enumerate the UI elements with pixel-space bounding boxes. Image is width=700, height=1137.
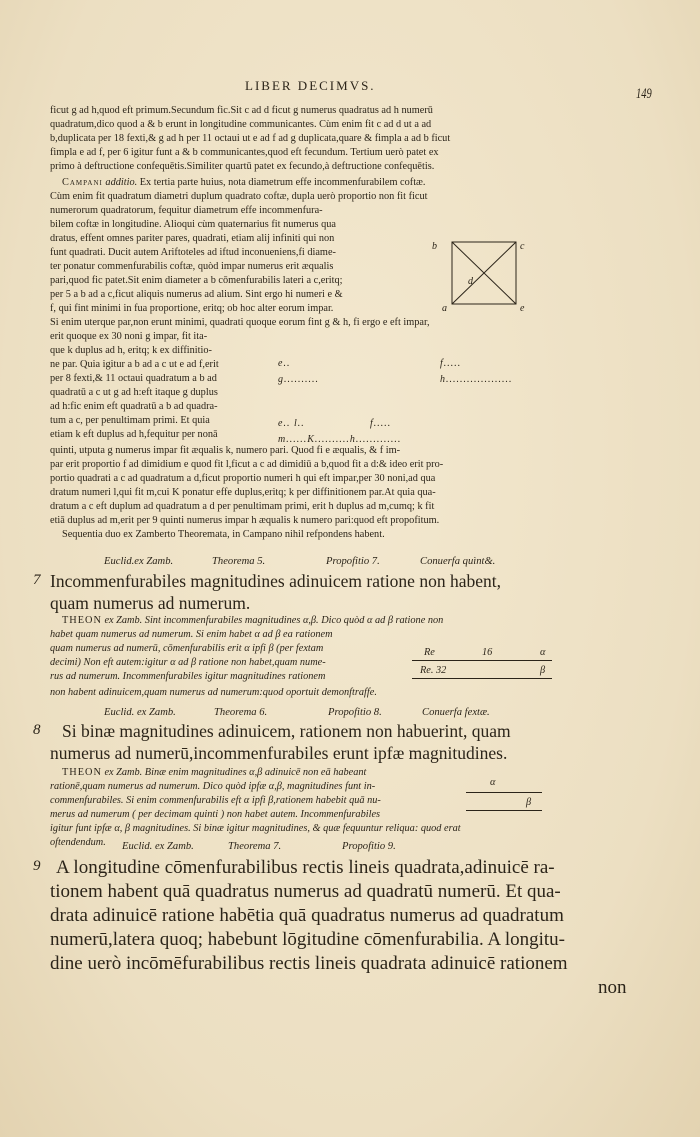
text-line: primo à deftructione confequētis.Similiter quartū patet ex fecundo,à deftructione confequētis. — [50, 161, 435, 172]
side-line — [466, 792, 542, 793]
side-label: Re — [424, 647, 435, 658]
side-greek: β — [526, 797, 532, 808]
proposition-text: numerus ad numerū,incommenfurabiles erunt ipfæ magnitudines. — [50, 743, 508, 763]
text-line: Si enim uterque par,non erunt minimi, quadrati quoque eorum fint g & h, fi ergo e eft impar, — [50, 317, 430, 328]
text-line: etiā duplus ad m,erit per 9 quinti numerus impar h æqualis k numero pari:quod eft propofitum. — [50, 515, 440, 526]
text-line: f, qui fint minimi in fua proportione, eritq; ob hoc alter eorum impar. — [50, 303, 334, 314]
caption-theorem: Theorema 7. — [228, 841, 282, 852]
proposition-text: numerū,latera quoq; habebunt lōgitudine cōmenfurabilia. A longitu- — [50, 929, 565, 950]
dot-row-left: e.. l.. — [278, 418, 305, 429]
side-number: 16 — [482, 647, 493, 658]
proposition-text: quam numerus ad numerum. — [50, 593, 251, 613]
side-greek: β — [540, 665, 546, 676]
proposition-text: A longitudine cōmenfurabilibus rectis lineis quadrata,adinuicē ra- — [56, 857, 555, 878]
text-line: dratum a c eft duplum ad quadratum a d per penultimam primi, erit h duplus ad m,cumq; k fit — [50, 501, 435, 512]
proposition-text: tionem habent quā quadratus numerus ad quadratū numerū. Et qua- — [50, 881, 561, 902]
text-line: ter ponatur commenfurabilis coftæ, quòd impar numerus erit æqualis — [50, 261, 334, 272]
caption-theorem: Theorema 6. — [214, 707, 268, 718]
theon-line: commenfurabiles. Si enim commenfurabilis eft α ipfi β,rationem habebit quā nu- — [50, 795, 381, 806]
theon-name: THEON — [62, 615, 102, 626]
diagram-label: c — [520, 241, 525, 252]
square-diagram — [428, 236, 548, 316]
theon-line: igitur funt ipfæ α, β magnitudines. Si binæ igitur magnitudines, & quæ fequuntur reliqua: quod erat — [50, 823, 461, 834]
caption-source: Euclid.ex Zamb. — [104, 556, 174, 567]
side-label: Re. 32 — [420, 665, 447, 676]
campani-first-line: Ex tertia parte huius, nota diametrum effe incommenfurabilem coftæ. — [139, 177, 426, 188]
theon-line: merus ad numerum ( per decimam quinti ) non habet autem. Incommenfurabiles — [50, 809, 381, 820]
dot-row-right: f..... — [370, 418, 392, 429]
theon-line: non habent adinuicem,quam numerus ad numerum:quod oportuit demonftraffe. — [50, 687, 377, 698]
dot-row-right: f..... — [440, 358, 462, 369]
caption-prop: Propofitio 7. — [326, 556, 380, 567]
theon-line: quam numerus ad numerū, cōmenfurabilis erit α ipfi β (per fextam — [50, 643, 324, 654]
theon-name: THEON — [62, 767, 102, 778]
side-line — [412, 660, 552, 661]
campani-label: additio. — [105, 177, 138, 188]
proposition-text: drata adinuicē ratione habētia quā quadratus numerus ad quadratum — [50, 905, 564, 926]
text-line: quadratum,dico quod a & b erunt in longitudine communicantes. Cùm enim fit c ad d ut a ad — [50, 119, 432, 130]
theon-line — [62, 766, 366, 780]
margin-number: 7 — [33, 572, 41, 588]
text-line: dratus, effent omnes pariter pares, quadrati, etiam alij infiniti qui non — [50, 233, 335, 244]
side-greek: α — [540, 647, 546, 658]
theon-text: ex Zamb. Sint incommenfurabiles magnitudines α,β. Dico quòd α ad β ratione non — [104, 615, 444, 626]
dot-row-left: e.. — [278, 358, 291, 369]
text-line: Cùm enim fit quadratum diametri duplum quadrato coftæ, dupla uerò proportio non fit ficut — [50, 191, 428, 202]
text-line: ad h:fic enim eft quadratū a b ad quadra- — [50, 401, 218, 412]
running-title: LIBER DECIMVS. — [245, 78, 376, 93]
text-line: quadratū a c ut g ad h:eft itaque g duplus — [50, 387, 218, 398]
theon-line: rus ad numerum. Incommenfurabiles igitur magnitudines rationem — [50, 671, 326, 682]
text-line: numerorum quadratorum, fequitur diametrum effe incommenfura- — [50, 205, 323, 216]
theon-text: ex Zamb. Binæ enim magnitudines α,β adinuicē non eā habeant — [104, 767, 367, 778]
text-line: portio quadrati a c ad quadratum a d,ficut proportio numeri h qui eft impar,per 30 noni,ad qua — [50, 473, 436, 484]
text-line: quinti, utputa g numerus impar fit æqualis k, numero pari. Quod fi e æqualis, & f im- — [50, 445, 401, 456]
side-line — [466, 810, 542, 811]
text-line: fimpla e ad f, per 6 igitur funt a & b communicantes,quod eft fecundum. Tertium uerò patet ex — [50, 147, 439, 158]
margin-number: 8 — [33, 722, 41, 738]
text-line: ne par. Quia igitur a b ad a c ut e ad f,erit — [50, 359, 219, 370]
text-line: per 8 fexti,& 11 octaui quadratum a b ad — [50, 373, 217, 384]
theon-line: oftendendum. — [50, 837, 106, 848]
theon-line — [62, 614, 443, 628]
dot-row-right: h................... — [440, 374, 513, 385]
text-line: funt quadrati. Ducit autem Ariftoteles ad iftud inconueniens,fi diame- — [50, 247, 336, 258]
caption-conv: Conuerfa fextæ. — [422, 707, 490, 718]
text-line: b,duplicata per 18 fexti,& g ad h per 11 octaui ut e ad f ad g duplicata,quare & fimpla a ad b ficut — [50, 133, 451, 144]
dot-row-left: g.......... — [278, 374, 319, 385]
text-line: pari,quod fic patet.Sit enim diameter a b cōmenfurabilis lateri a c,eritq; — [50, 275, 343, 286]
catchword: non — [598, 977, 627, 998]
side-line — [412, 678, 552, 679]
text-line: dratum numeri l,qui fit m,cui K ponatur effe duplus,eritq; k per diffinitionem par.At quia qua- — [50, 487, 436, 498]
text-line: erit quoque ex 30 noni g impar, fit ita- — [50, 331, 208, 342]
theon-line: decimi) Non eft autem:igitur α ad β ratione non habet,quam nume- — [50, 657, 326, 668]
caption-source: Euclid. ex Zamb. — [104, 707, 176, 718]
campani-heading — [62, 176, 426, 190]
side-greek: α — [490, 777, 496, 788]
text-line: Sequentia duo ex Zamberto Theoremata, in Campano nihil refpondens habent. — [62, 529, 385, 540]
caption-prop: Propofitio 9. — [342, 841, 396, 852]
text-line: ficut g ad h,quod eft primum.Secundum fic.Sit c ad d ficut g numerus quadratus ad h numerū — [50, 105, 433, 116]
text-line: tum a c, per penultimam primi. Et quia — [50, 415, 210, 426]
text-line: bilem coftæ in longitudine. Alioqui cùm quaternarius fit numerus qua — [50, 219, 336, 230]
text-line: etiam k eft duplus ad h,fequitur per nonā — [50, 429, 218, 440]
page-number: 149 — [636, 86, 652, 102]
caption-conv: Conuerfa quìnt&. — [420, 556, 496, 567]
caption-source: Euclid. ex Zamb. — [122, 841, 194, 852]
diagram-label: a — [442, 303, 447, 314]
text-line: per 5 a b ad a c,ficut aliquis numerus ad alium. Sint ergo hi numeri e & — [50, 289, 343, 300]
text-line: par erit proportio f ad dimidium e quod fit l,ficut a c ad dimidiū a b,quod fit a d:& ideo erit pro- — [50, 459, 444, 470]
caption-theorem: Theorema 5. — [212, 556, 266, 567]
proposition-text: dine uerò incōmēfurabilibus rectis lineis quadrata adinuicē rationem — [50, 953, 568, 974]
caption-prop: Propofitio 8. — [328, 707, 382, 718]
theon-line: rationē,quam numerus ad numerum. Dico quòd ipfæ α,β, magnitudines funt in- — [50, 781, 376, 792]
text-line: que k duplus ad h, eritq; k ex diffinitio- — [50, 345, 212, 356]
margin-number: 9 — [33, 858, 41, 874]
campani-name: Campani — [62, 177, 103, 188]
diagram-label: d — [468, 276, 473, 287]
diagram-label: b — [432, 241, 437, 252]
diagram-label: e — [520, 303, 525, 314]
proposition-text: Si binæ magnitudines adinuicem, rationem non habuerint, quam — [62, 721, 511, 741]
theon-line: habet quam numerus ad numerum. Si enim habet α ad β ea rationem — [50, 629, 333, 640]
proposition-text: Incommenfurabiles magnitudines adinuicem ratione non habent, — [50, 571, 501, 591]
dot-row-left: m......K..........h............. — [278, 434, 402, 445]
